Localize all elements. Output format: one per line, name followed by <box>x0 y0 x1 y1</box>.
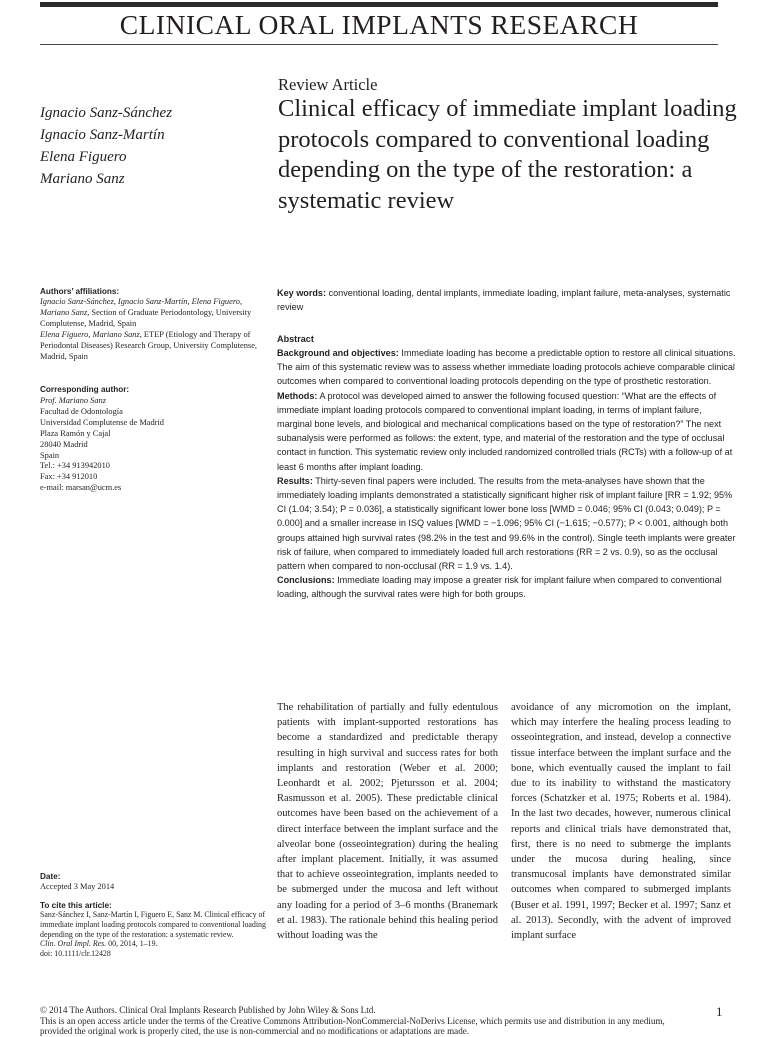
address-line: Spain <box>40 450 60 460</box>
abstract-section-text: Immediate loading has become a predictable option to restore all clinical situations. The aim of this systematic review was to assess whether immediate loading protocols achieve comparable clinical outcomes when compared to conventional loading protocols depending on the type of prosthetic restoration. <box>277 348 736 387</box>
corresponding-heading: Corresponding author: <box>40 385 130 394</box>
date-heading: Date: <box>40 872 61 881</box>
affiliations-heading: Authors’ affiliations: <box>40 287 120 296</box>
corresponding-name: Prof. Mariano Sanz <box>40 396 106 405</box>
abstract-heading: Abstract <box>277 334 314 344</box>
address-line: Facultad de Odontología <box>40 406 123 416</box>
page-footer <box>40 1005 680 1037</box>
citation-journal: Clin. Oral Impl. Res. <box>40 939 107 949</box>
abstract-section-label: Results: <box>277 475 313 486</box>
abstract-conclusions <box>277 573 737 601</box>
author-name: Elena Figuero <box>40 149 127 165</box>
email-line[interactable]: e-mail: marsan@ucm.es <box>40 483 122 493</box>
address-line: Universidad Complutense de Madrid <box>40 417 164 427</box>
abstract-section-label: Conclusions: <box>277 575 335 586</box>
author-name: Ignacio Sanz-Martín <box>40 127 165 143</box>
article-title: Clinical efficacy of immediate implant loading protocols compared to conventional loading depending on the type of the restoration: a systematic review <box>278 95 737 214</box>
affiliation-names: Ignacio Sanz-Sánchez, Ignacio Sanz-Martín, Elena Figuero, Mariano Sanz, <box>40 297 243 317</box>
keywords <box>277 286 737 314</box>
citation-volume: 00, 2014, 1–19. <box>106 939 158 949</box>
address-line: Plaza Ramón y Cajal <box>40 428 111 438</box>
citation-text: Sanz-Sánchez I, Sanz-Martín I, Figuero E, Sanz M. Clinical efficacy of immediate implant loading protocols compared to conventional loading depending on the type of the restoration: a systematic review. <box>40 910 266 939</box>
phone-line: Tel.: +34 913942010 <box>40 461 110 471</box>
abstract-section-text: Immediate loading may impose a greater risk for implant failure when compared to conventional loading, although the survival rates were high for both groups. <box>277 575 722 600</box>
body-column-left: The rehabilitation of partially and fully edentulous patients with implant-supported restorations has become a standardized and predictable therapy resulting in high survival and success rates for both implants and restoration (Weber et al. 2000; Leonhardt et al. 2002; Pjetursson et al. 2004; Rasmusson et al. 2005). These predictable clinical outcomes have been based on the achievement of a direct interface between the implant surface and the alveolar bone (osseointegration) during the healing after implant placement. Initially, it was assumed that to achieve osseointegration, implants needed to be submerged under the mucosa and left without any loading for a period of 3–6 months (Branemark et al. 1983). The rationale behind this healing period without loading was the <box>277 702 498 942</box>
keywords-label: Key words: <box>277 288 327 298</box>
affiliation-detail: Section of Graduate Periodontology, University Complutense, Madrid, Spain <box>40 307 252 328</box>
abstract-methods <box>277 389 737 474</box>
citation <box>40 910 278 959</box>
abstract-section-label: Methods: <box>277 390 318 401</box>
cite-heading: To cite this article: <box>40 901 112 910</box>
copyright-line: © 2014 The Authors. Clinical Oral Implants Research Published by John Wiley & Sons Ltd. <box>40 1005 376 1015</box>
affiliation-detail: ETEP (Etiology and Therapy of Periodontal Diseases) Research Group, University Complutense, Madrid, Spain <box>40 329 258 361</box>
affiliation-names: Elena Figuero, Mariano Sanz, <box>40 329 142 339</box>
author-list <box>40 102 260 190</box>
fax-line: Fax: +34 912010 <box>40 472 98 482</box>
address-line: 28040 Madrid <box>40 439 88 449</box>
affiliations-text <box>40 297 264 362</box>
abstract-background <box>277 346 737 389</box>
abstract-section-text: Thirty-seven final papers were included. The results from the meta-analyses have shown that the immediately loading implants demonstrated a statistically significant higher risk of implant failure [RR = 1.92; 95% CI (1.04; 3.54); P = 0.036], a statistically significant lower bone loss [WMD = 0.046; 95% CI (0.043; 0.049); P = 0.000] and a smaller increase in ISQ values [WMD = −1.096; 95% CI (−1.615; −0.577); P < 0.001, although both groups attained high survival rates (98.2% in the test and 99.6% in the control). Single teeth implants were greater risk of failure, when compared to immediately loaded full arch restorations (RR = 2 vs. 0.9), so as the occlusal pattern when compared to non-occlusal (RR = 1.9 vs. 1.4). <box>277 475 736 572</box>
abstract-section-label: Background and objectives: <box>277 348 399 358</box>
abstract-results <box>277 474 737 573</box>
author-name: Ignacio Sanz-Sánchez <box>40 105 173 121</box>
license-text: This is an open access article under the terms of the Creative Commons Attribution-NonCommercial-NoDerivs License, which permits use and distribution in any medium, provided the original work is properly cited, the use is non-commercial and no modifications or adaptations are made. <box>40 1015 665 1037</box>
article-type: Review Article <box>278 75 378 94</box>
accepted-date: Accepted 3 May 2014 <box>40 882 115 891</box>
citation-doi[interactable]: doi: 10.1111/clr.12428 <box>40 949 111 959</box>
header-rule <box>40 44 718 45</box>
page-number: 1 <box>716 1004 723 1019</box>
abstract-body <box>277 346 737 602</box>
keywords-text: conventional loading, dental implants, immediate loading, implant failure, meta-analyses, systematic review <box>277 288 731 313</box>
journal-title: CLINICAL ORAL IMPLANTS RESEARCH <box>119 9 639 40</box>
author-name: Mariano Sanz <box>40 171 125 187</box>
header-bar <box>40 2 718 7</box>
body-column-right: avoidance of any micromotion on the implant, which may interfere the healing process leading to osseointegration, and instead, develop a connective tissue interface between the implant surface and the bone, which eventually caused the implant to fail due to its inability to withstand the masticatory forces (Schatzker et al. 1975; Roberts et al. 1984). In the last two decades, however, numerous clinical reports and clinical trials have demonstrated that, first, there is no need to submerge the implants under the mucosa during healing, since transmucosal implants have demonstrated similar outcomes when compared to submerged implants (Buser et al. 1991, 1997; Becker et al. 1997; Sanz et al. 2013). Secondly, with the advent of improved implant surface <box>511 702 731 942</box>
abstract-section-text: A protocol was developed aimed to answer the following focused question: “What are the effects of immediate implant loading protocols compared to conventional implant loading, in terms of implant failure, marginal bone levels, and biological and mechanical complications based on the type of restoration?” The next subanalysis were performed as follows: the extent, type, and material of the restoration and the type of occlusal contact in function. This systematic review only included randomized controlled trials (RCTs) with a follow-up of at least 6 months after implant loading. <box>277 390 733 472</box>
corresponding-address <box>40 396 264 494</box>
